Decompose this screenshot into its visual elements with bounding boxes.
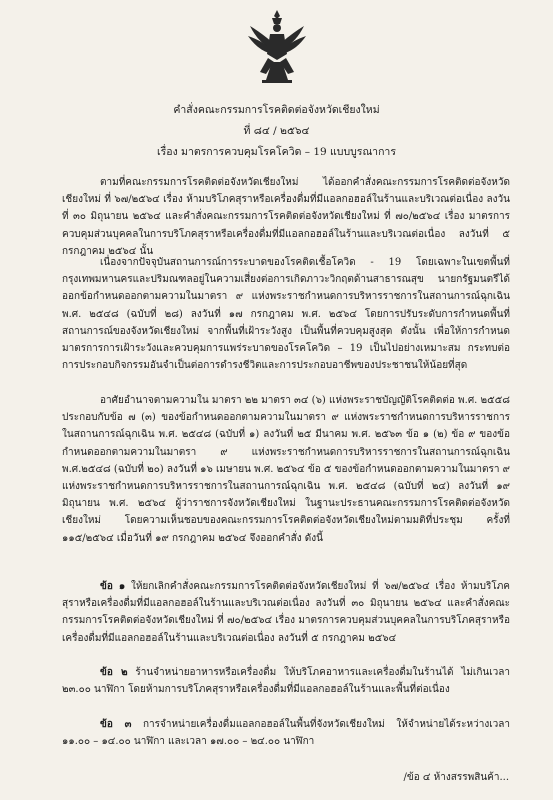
paragraph-text: ตามที่คณะกรรมการโรคติดต่อจังหวัดเชียงใหม่ ได้ออกคำสั่งคณะกรรมการโรคติดต่อจังหวัดเชียงใหม่ ที่ ๖๗/๒๕๖๔ เรื่อง ห้ามบริโภคสุราหรือเครื่องดื่มที่มีแอลกอฮอล์ในร้านและบริเวณต่อเนื่อง ลงวันที่ ๓๐ มิถุนายน ๒๕๖๔ และคำสั่งคณะกรรมการโรคติดต่อจังหวัดเชียงใหม่ ที่ ๗๐/๒๕๖๔ เรื่อง มาตรการควบคุมส่วนบุคคลในการบริโภคสุราหรือเครื่องดื่มที่มีแอลกอฮอล์ในร้านและบริเวณต่อเนื่อง ลงวันที่ ๕ กรกฎาคม ๒๕๖๔ นั้น [62, 177, 510, 257]
paragraph-authority [62, 392, 510, 547]
clause-2 [62, 664, 510, 698]
clause-3 [62, 716, 510, 750]
clause-label: ข้อ ๒ [100, 667, 128, 678]
clause-text: การจำหน่ายเครื่องดื่มแอลกอฮอล์ในพื้นที่จังหวัดเชียงใหม่ ให้จำหน่ายได้ระหว่างเวลา ๑๑.๐๐ – ๑๔.๐๐ นาฬิกา และเวลา ๑๗.๐๐ – ๒๔.๐๐ นาฬิกา [62, 719, 510, 748]
order-title: คำสั่งคณะกรรมการโรคติดต่อจังหวัดเชียงใหม่ [173, 104, 380, 116]
order-number: ที่ ๘๔ / ๒๕๖๔ [243, 125, 310, 137]
continuation-note: /ข้อ ๔ ห้างสรรพสินค้า... [403, 772, 509, 783]
order-subject: เรื่อง มาตรการควบคุมโรคโควิด – 19 แบบบูรณาการ [157, 146, 396, 158]
clause-1 [62, 578, 510, 647]
garuda-emblem [246, 8, 308, 86]
paragraph-text: เนื่องจากปัจจุบันสถานการณ์การระบาดของโรคติดเชื้อโควิด - 19 โดยเฉพาะในเขตพื้นที่กรุงเทพมหานครและปริมณฑลอยู่ในความเสี่ยงต่อการเกิดภาวะวิกฤตด้านสาธารณสุข นายกรัฐมนตรีได้ออกข้อกำหนดออกตามความในมาตรา ๙ แห่งพระราชกำหนดการบริหารราชการในสถานการณ์ฉุกเฉิน พ.ศ. ๒๕๔๘ (ฉบับที่ ๒๘) ลงวันที่ ๑๗ กรกฎาคม พ.ศ. ๒๕๖๔ โดยการปรับระดับการกำหนดพื้นที่สถานการณ์ของจังหวัดเชียงใหม่ จากพื้นที่เฝ้าระวังสูง เป็นพื้นที่ควบคุมสูงสุด ดังนั้น เพื่อให้การกำหนดมาตรการการเฝ้าระวังและควบคุมการแพร่ระบาดของโรคโควิด – 19 เป็นไปอย่างเหมาะสม กระทบต่อการประกอบกิจกรรมอันจำเป็นต่อการดำรงชีวิตและการประกอบอาชีพของประชาชนให้น้อยที่สุด [62, 257, 510, 372]
paragraph-text: อาศัยอำนาจตามความใน มาตรา ๒๒ มาตรา ๓๔ (๖) แห่งพระราชบัญญัติโรคติดต่อ พ.ศ. ๒๕๕๘ ประกอบกับข้อ ๗ (๓) ของข้อกำหนดออกตามความในมาตรา ๙ แห่งพระราชกำหนดการบริหารราชการในสถานการณ์ฉุกเฉิน พ.ศ. ๒๕๔๘ (ฉบับที่ ๑) ลงวันที่ ๒๕ มีนาคม พ.ศ. ๒๕๖๓ ข้อ ๑ (๒) ข้อ ๙ ของข้อกำหนดออกตามความในมาตรา ๙ แห่งพระราชกำหนดการบริหารราชการในสถานการณ์ฉุกเฉิน พ.ศ.๒๕๔๘ (ฉบับที่ ๒๐) ลงวันที่ ๑๖ เมษายน พ.ศ. ๒๕๖๔ ข้อ ๕ ของข้อกำหนดออกตามความในมาตรา ๙ แห่งพระราชกำหนดการบริหารราชการในสถานการณ์ฉุกเฉิน พ.ศ. ๒๕๔๘ (ฉบับที่ ๒๔) ลงวันที่ ๑๙ มิถุนายน พ.ศ. ๒๕๖๔ ผู้ว่าราชการจังหวัดเชียงใหม่ ในฐานะประธานคณะกรรมการโรคติดต่อจังหวัดเชียงใหม่ โดยความเห็นชอบของคณะกรรมการโรคติดต่อจังหวัดเชียงใหม่ตามมติที่ประชุม ครั้งที่ ๑๑๕/๒๕๖๔ เมื่อวันที่ ๑๙ กรกฎาคม ๒๕๖๔ จึงออกคำสั่ง ดังนี้ [62, 395, 510, 544]
clause-text: ร้านจำหน่ายอาหารหรือเครื่องดื่ม ให้บริโภคอาหารและเครื่องดื่มในร้านได้ ไม่เกินเวลา ๒๓.๐๐ นาฬิกา โดยห้ามการบริโภคสุราหรือเครื่องดื่มที่มีแอลกอฮอล์ในร้านและพื้นที่ต่อเนื่อง [62, 667, 510, 696]
clause-label: ข้อ ๑ [100, 581, 126, 592]
clause-label: ข้อ ๓ [100, 719, 132, 730]
paragraph-situation [62, 254, 510, 374]
clause-text: ให้ยกเลิกคำสั่งคณะกรรมการโรคติดต่อจังหวัดเชียงใหม่ ที่ ๖๗/๒๕๖๔ เรื่อง ห้ามบริโภคสุราหรือเครื่องดื่มที่มีแอลกอฮอล์ในร้านและบริเวณต่อเนื่อง ลงวันที่ ๓๐ มิถุนายน ๒๕๖๔ และคำสั่งคณะกรรมการโรคติดต่อจังหวัดเชียงใหม่ ที่ ๗๐/๒๕๖๔ เรื่อง มาตรการควบคุมส่วนบุคคลในการบริโภคสุราหรือเครื่องดื่มที่มีแอลกอฮอล์ในร้านและบริเวณต่อเนื่อง ลงวันที่ ๕ กรกฎาคม ๒๕๖๔ [62, 581, 510, 644]
paragraph-background [62, 174, 510, 260]
